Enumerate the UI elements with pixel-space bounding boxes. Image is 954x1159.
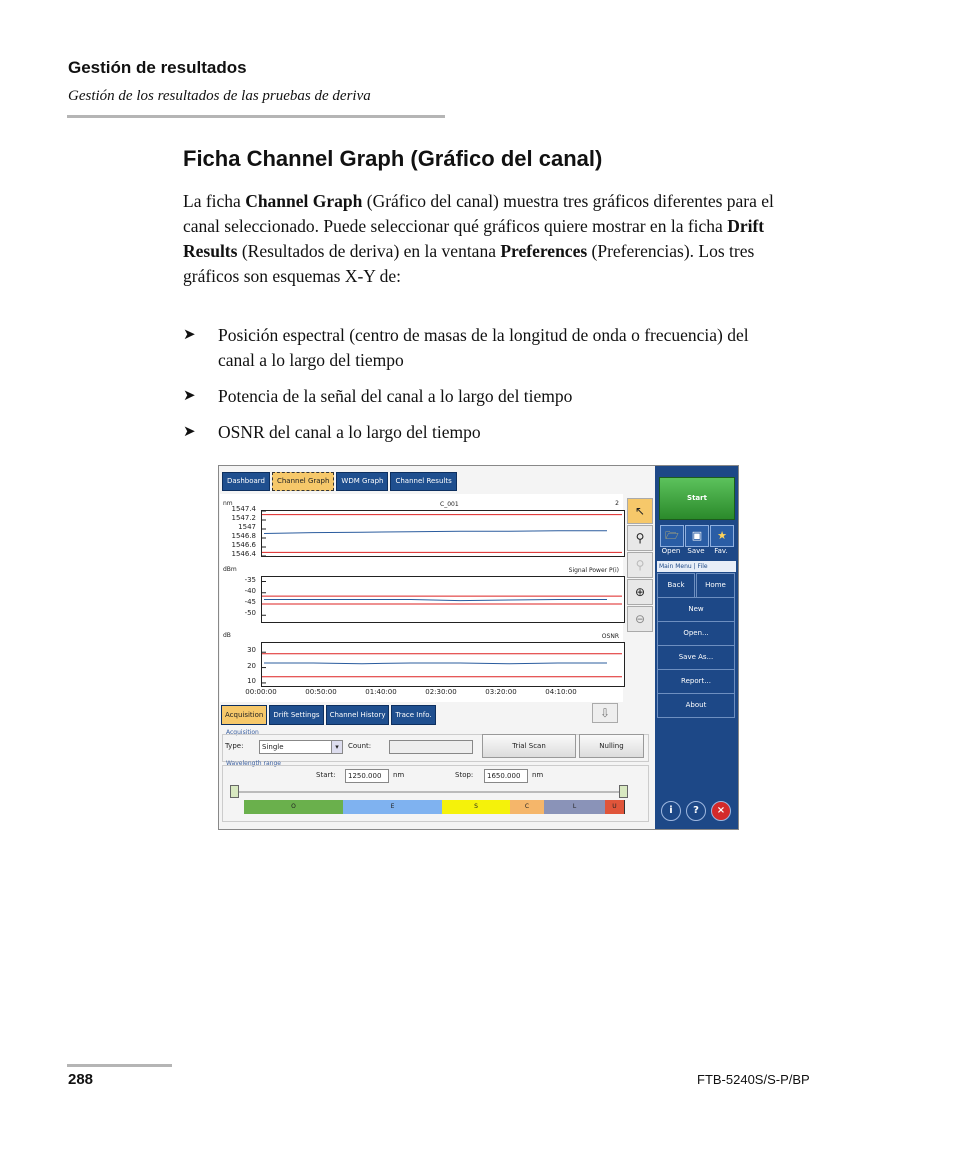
- expand-down-icon[interactable]: ⇩: [592, 703, 618, 723]
- tab-dashboard[interactable]: Dashboard: [222, 472, 270, 491]
- menu-item-open[interactable]: Open...: [657, 621, 735, 646]
- band-u: U: [605, 800, 625, 814]
- y-unit-label: nm: [223, 500, 233, 507]
- main-menu-header: Main Menu | File: [657, 561, 736, 572]
- y-tick-label: -40: [244, 586, 256, 595]
- pointer-icon[interactable]: ↖: [627, 498, 653, 524]
- y-tick-label: -50: [244, 609, 256, 618]
- y-tick-label: 30: [247, 646, 256, 655]
- band-c: C: [510, 800, 545, 814]
- y-tick-label: 1547.2: [231, 514, 256, 522]
- help-icon[interactable]: ?: [686, 801, 706, 821]
- product-model: FTB-5240S/S-P/BP: [697, 1072, 810, 1087]
- graph-toolbar: [625, 496, 653, 706]
- y-unit-label: dBm: [223, 566, 237, 573]
- zoom-disabled-icon: ⚲: [627, 552, 653, 578]
- tab-channel-results[interactable]: Channel Results: [390, 472, 456, 491]
- y-tick-label: 1546.6: [231, 541, 256, 549]
- y-tick-label: 1547: [238, 523, 256, 531]
- y-tick-label: -35: [244, 575, 256, 584]
- range-stop-handle[interactable]: [619, 785, 628, 798]
- arrow-bullet-icon: ➤: [183, 388, 196, 404]
- header-rule: [67, 115, 445, 118]
- acquisition-group-label: Acquisition: [226, 729, 259, 736]
- series-line: [264, 531, 607, 534]
- graph-plot[interactable]: [261, 642, 625, 687]
- y-tick-label: 10: [247, 676, 256, 685]
- series-line: [264, 600, 607, 601]
- x-tick-label: 03:20:00: [485, 688, 517, 696]
- graphs-area: [220, 494, 623, 702]
- info-icon[interactable]: i: [661, 801, 681, 821]
- open-label: Open: [661, 547, 681, 555]
- band-l: L: [544, 800, 606, 814]
- y-tick-label: 1546.4: [231, 550, 256, 558]
- zoom-in-icon[interactable]: ⊕: [627, 579, 653, 605]
- graph-title: OSNR: [601, 633, 619, 640]
- sidebar: [655, 466, 738, 829]
- x-tick-label: 04:10:00: [545, 688, 577, 696]
- y-tick-label: 1547.4: [231, 505, 256, 513]
- close-icon[interactable]: ×: [711, 801, 731, 821]
- trial-scan-button[interactable]: Trial Scan: [482, 734, 576, 758]
- arrow-bullet-icon: ➤: [183, 424, 196, 440]
- band-s: S: [442, 800, 511, 814]
- y-tick-label: 1546.8: [231, 532, 256, 540]
- arrow-bullet-icon: ➤: [183, 327, 196, 343]
- save-label: Save: [687, 547, 705, 555]
- star-icon[interactable]: ★: [710, 525, 734, 547]
- zoom-out-icon[interactable]: ⊖: [627, 606, 653, 632]
- tab-wdm-graph[interactable]: WDM Graph: [336, 472, 388, 491]
- home-button[interactable]: Home: [696, 573, 735, 598]
- x-tick-label: 00:50:00: [305, 688, 337, 696]
- top-tabs: [222, 472, 457, 491]
- menu-item-new[interactable]: New: [657, 597, 735, 622]
- stop-unit: nm: [532, 771, 544, 779]
- page-number: 288: [68, 1071, 94, 1088]
- tab-channel-history[interactable]: Channel History: [326, 705, 390, 725]
- graph-svg: [262, 643, 622, 686]
- app-screenshot: [218, 465, 739, 830]
- type-label: Type:: [225, 742, 244, 750]
- x-tick-label: 02:30:00: [425, 688, 457, 696]
- graph-svg: [262, 577, 622, 622]
- tab-channel-graph[interactable]: Channel Graph: [272, 472, 334, 491]
- y-tick-label: 20: [247, 661, 256, 670]
- menu-item-report[interactable]: Report...: [657, 669, 735, 694]
- graph-plot[interactable]: [261, 510, 625, 557]
- running-header-subsection: Gestión de los resultados de las pruebas de deriva: [68, 88, 371, 104]
- stop-wavelength-input[interactable]: 1650.000: [484, 769, 528, 783]
- type-select[interactable]: Single ▾: [259, 740, 343, 754]
- save-disk-icon[interactable]: ▣: [685, 525, 709, 547]
- zoom-fit-icon[interactable]: ⚲: [627, 525, 653, 551]
- start-button[interactable]: Start: [659, 477, 735, 520]
- band-e: E: [343, 800, 443, 814]
- open-folder-icon[interactable]: 🗁: [660, 525, 684, 547]
- menu-item-about[interactable]: About: [657, 693, 735, 718]
- range-slider-track[interactable]: [235, 791, 627, 793]
- running-header-section: Gestión de resultados: [68, 58, 247, 77]
- count-label: Count:: [348, 742, 372, 750]
- nulling-button[interactable]: Nulling: [579, 734, 644, 758]
- bottom-tabs: [221, 705, 436, 725]
- range-start-handle[interactable]: [230, 785, 239, 798]
- count-field[interactable]: [389, 740, 473, 754]
- chevron-down-icon: ▾: [331, 741, 342, 753]
- graph-plot[interactable]: [261, 576, 625, 623]
- section-title: Ficha Channel Graph (Gráfico del canal): [183, 146, 603, 171]
- tab-acquisition[interactable]: Acquisition: [221, 705, 267, 725]
- graph-title: Signal Power P(i): [568, 567, 619, 574]
- band-o: O: [244, 800, 344, 814]
- back-button[interactable]: Back: [657, 573, 695, 598]
- x-tick-label: 01:40:00: [365, 688, 397, 696]
- start-wavelength-input[interactable]: 1250.000: [345, 769, 389, 783]
- start-label: Start:: [316, 771, 336, 779]
- tab-drift-settings[interactable]: Drift Settings: [269, 705, 323, 725]
- menu-item-save-as[interactable]: Save As...: [657, 645, 735, 670]
- x-tick-label: 00:00:00: [245, 688, 277, 696]
- footer-rule: [67, 1064, 172, 1067]
- y-tick-label: -45: [244, 598, 256, 606]
- series-line: [264, 663, 607, 664]
- stop-label: Stop:: [455, 771, 474, 779]
- graph-corner-label: 2: [615, 500, 619, 507]
- intro-paragraph: La ficha Channel Graph (Gráfico del canal) muestra tres gráficos diferentes para el canal seleccionado. Puede seleccionar qué gráficos quiere mostrar en la ficha Drift Results (Resultados de deriva) en la ventana Preferences (Preferencias). Los tres gráficos son esquemas X-Y de:: [183, 191, 774, 286]
- start-unit: nm: [393, 771, 405, 779]
- graph-svg: [262, 511, 622, 556]
- tab-trace-info[interactable]: Trace Info.: [391, 705, 435, 725]
- graph-title: C_001: [440, 501, 459, 508]
- fav-label: Fav.: [714, 547, 728, 555]
- y-unit-label: dB: [223, 632, 231, 639]
- wavelength-group-label: Wavelength range: [226, 760, 281, 767]
